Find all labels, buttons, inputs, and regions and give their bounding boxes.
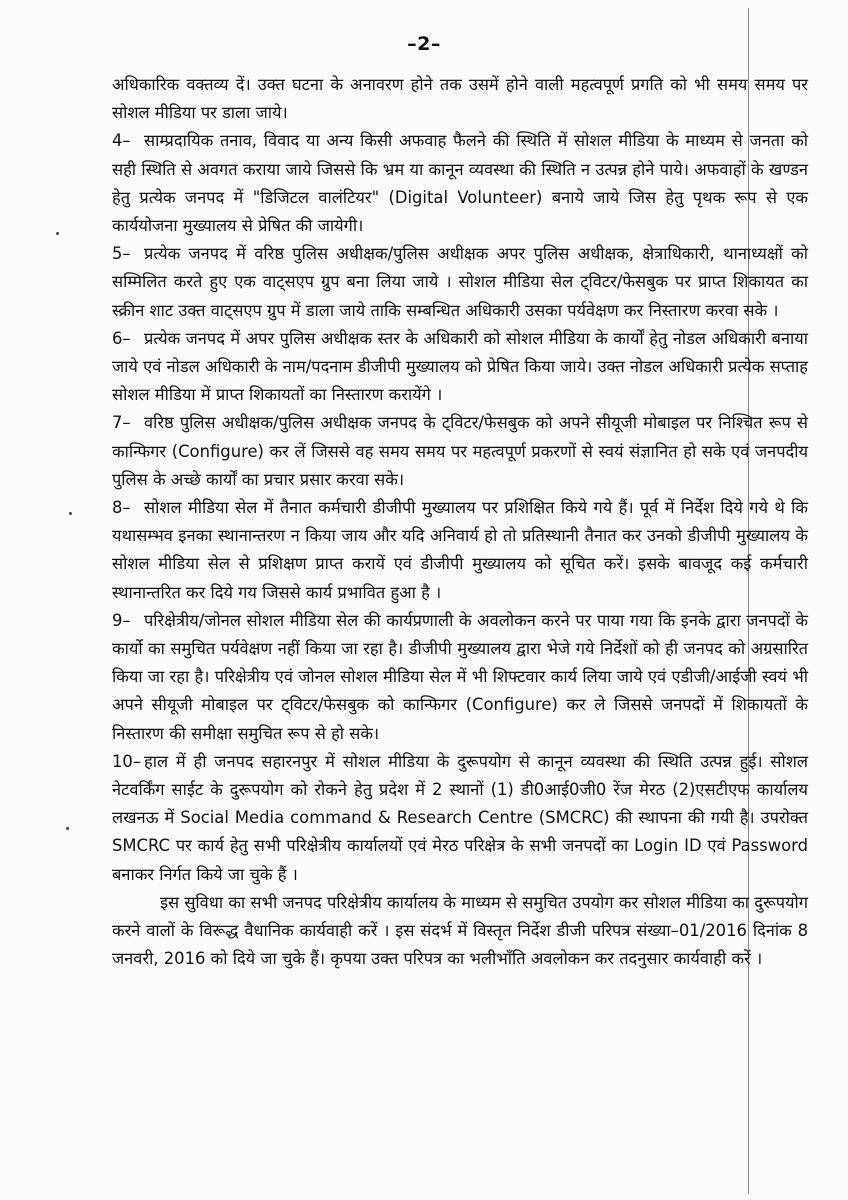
paragraph-text: अधिकारिक वक्तव्य दें। उक्त घटना के अनावरण होने तक उसमें होने वाली महत्वपूर्ण प्रगति को भी समय समय पर सोशल मीडिया पर डाला जाये। [112,75,808,123]
paragraph-number: 5– [112,244,131,264]
scan-dot-mark [66,827,69,830]
paragraph-number: 10– [112,751,142,771]
page-number: –2– [407,33,441,55]
paragraph-number: 4– [112,131,131,151]
paragraph-closing [112,889,808,974]
paragraph-7 [112,409,808,494]
paragraph-text: वरिष्ठ पुलिस अधीक्षक/पुलिस अधीक्षक जनपद के ट्विटर/फेसबुक को अपने सीयूजी मोबाइल पर निश्चित रूप से कान्फिगर (Configure) कर लें जिससे वह समय समय पर महत्वपूर्ण प्रकरणों से स्वयं संज्ञानित हो सके एवं जनपदीय पुलिस के अच्छे कार्यों का प्रचार प्रसार करवा सके। [112,413,808,489]
paragraph-text: इस सुविधा का सभी जनपद परिक्षेत्रीय कार्यालय के माध्यम से समुचित उपयोग कर सोशल मीडिया का दुरूपयोग करने वालों के विरूद्ध वैधानिक कार्यवाही करें । इस संदर्भ में विस्तृत निर्देश डीजी परिपत्र संख्या–01/2016 दिनांक 8 जनवरी, 2016 को दिये जा चुके हैं। कृपया उक्त परिपत्र का भलीभाँति अवलोकन कर तदनुसार कार्यवाही करें । [112,892,808,969]
paragraph-text: प्रत्येक जनपद में वरिष्ठ पुलिस अधीक्षक/पुलिस अधीक्षक अपर पुलिस अधीक्षक, क्षेत्राधिकारी, थानाध्यक्षों को सम्मिलित करते हुए एक वाट्सएप ग्रुप बना लिया जाये । सोशल मीडिया सेल ट्विटर/फेसबुक पर प्राप्त शिकायत का स्क्रीन शाट उक्त वाट्सएप ग्रुप में डाला जाये ताकि सम्बन्धित अधिकारी उसका पर्यवेक्षण कर निस्तारण करवा सके । [112,244,808,320]
paragraph-number: 8– [112,498,131,518]
paragraph-10 [112,748,808,889]
paragraph-number: 6– [112,328,131,348]
scan-dot-mark [56,232,59,235]
paragraph-6 [112,325,808,410]
paragraph-9 [112,607,808,748]
scan-dot-mark [69,512,72,515]
paragraph-text: साम्प्रदायिक तनाव, विवाद या अन्य किसी अफवाह फैलने की स्थिति में सोशल मीडिया के माध्यम से जनता को सही स्थिति से अवगत कराया जाये जिससे कि भ्रम या कानून व्यवस्था की स्थिति न उत्पन्न होने पाये। अफवाहों के खण्डन हेतु प्रत्येक जनपद में "डिजिटल वालंटियर" (Digital Volunteer) बनाये जाये जिस हेतु पृथक रूप से एक कार्ययोजना मुख्यालय से प्रेषित की जायेगी। [112,131,808,236]
paragraph-5 [112,240,808,325]
paragraph-number: 7– [112,413,131,433]
paragraph-number: 9– [112,610,131,630]
paragraph-text: सोशल मीडिया सेल में तैनात कर्मचारी डीजीपी मुख्यालय पर प्रशिक्षित किये गये हैं। पूर्व में निर्देश दिये गये थे कि यथासम्भव इनका स्थानान्तरण न किया जाय और यदि अनिवार्य हो तो प्रतिस्थानी तैनात कर उनको डीजीपी मुख्यालय के सोशल मीडिया सेल से प्रशिक्षण प्राप्त करायें एवं डीजीपी मुख्यालय को सूचित करें। इसके बावजूद कई कर्मचारी स्थानान्तरित कर दिये गय जिससे कार्य प्रभावित हुआ है । [112,498,808,602]
paragraph-text: प्रत्येक जनपद में अपर पुलिस अधीक्षक स्तर के अधिकारी को सोशल मीडिया के कार्यों हेतु नोडल अधिकारी बनाया जाये एवं नोडल अधिकारी के नाम/पदनाम डीजीपी मुख्यालय को प्रेषित किया जाये। उक्त नोडल अधिकारी प्रत्येक सप्ताह सोशल मीडिया में प्राप्त शिकायतों का निस्तारण करायेंगे । [112,328,808,405]
paragraph-8 [112,494,808,607]
paragraph-4 [112,127,808,240]
document-body [112,71,808,974]
paragraph-intro [112,71,808,127]
paragraph-text: परिक्षेत्रीय/जोनल सोशल मीडिया सेल की कार्यप्रणाली के अवलोकन करने पर पाया गया कि इनके द्वारा जनपदों के कार्यो का समुचित पर्यवेक्षण नहीं किया जा रहा है। डीजीपी मुख्यालय द्वारा भेजे गये निर्देशों को ही जनपद को अग्रसारित किया जा रहा है। परिक्षेत्रीय एवं जोनल सोशल मीडिया सेल में भी शिफ्टवार कार्य लिया जाये एवं एडीजी/आईजी स्वयं भी अपने सीयूजी मोबाइल पर ट्विटर/फेसबुक को कान्फिगर (Configure) कर ले जिससे जनपदों में शिकायतों के निस्तारण की समीक्षा समुचित रूप से हो सके। [112,610,808,743]
paragraph-text: हाल में ही जनपद सहारनपुर में सोशल मीडिया के दुरूपयोग से कानून व्यवस्था की स्थिति उत्पन्न हुई। सोशल नेटवर्किंग साईट के दुरूपयोग को रोकने हेतु प्रदेश में 2 स्थानों (1) डी0आई0जी0 रेंज मेरठ (2)एसटीएफ कार्यालय लखनऊ में Social Media command & Research Centre (SMCRC) की स्थापना की गयी है। उपरोक्त SMCRC पर कार्य हेतु सभी परिक्षेत्रीय कार्यालयों एवं मेरठ परिक्षेत्र के सभी जनपदों का Login ID एवं Password बनाकर निर्गत किये जा चुके हैं । [112,751,808,884]
